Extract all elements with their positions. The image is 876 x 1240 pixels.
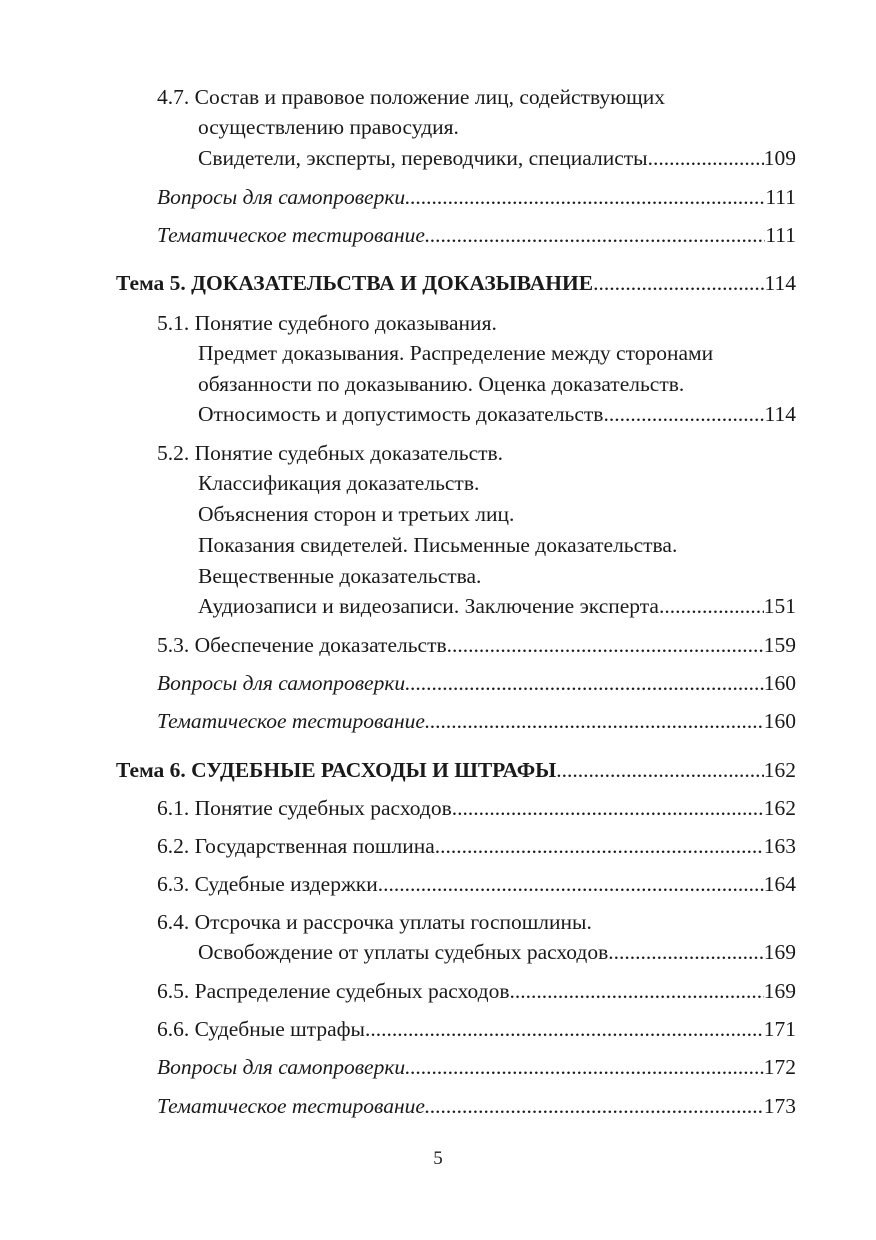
toc-entry-4-7-line2: осуществлению правосудия. xyxy=(198,115,459,139)
toc-entry-6-2[interactable] xyxy=(157,831,796,861)
toc-entry-4-7-line3[interactable] xyxy=(198,143,796,173)
toc-entry-questions-6[interactable] xyxy=(157,1052,796,1082)
toc-entry-6-4-line1: 6.4. Отсрочка и рассрочка уплаты госпошлины. xyxy=(157,910,592,934)
toc-entry-text: 6.6. Судебные штрафы xyxy=(157,1017,365,1041)
toc-entry-text: Свидетели, эксперты, переводчики, специалисты xyxy=(198,146,648,170)
toc-entry-5-2-line4: Показания свидетелей. Письменные доказательства. xyxy=(198,533,678,557)
toc-page-ref: 172 xyxy=(764,1052,796,1082)
toc-entry-text: 6.3. Судебные издержки xyxy=(157,872,378,896)
toc-entry-text: Аудиозаписи и видеозаписи. Заключение эксперта xyxy=(198,594,659,618)
toc-entry-6-5[interactable] xyxy=(157,976,796,1006)
toc-topic-title: Тема 6. СУДЕБНЫЕ РАСХОДЫ И ШТРАФЫ xyxy=(116,758,557,782)
toc-entry-6-1[interactable] xyxy=(157,793,796,823)
toc-page-ref: 151 xyxy=(764,591,796,621)
toc-entry-testing-6[interactable] xyxy=(157,1091,796,1121)
toc-topic-5[interactable] xyxy=(116,268,796,298)
toc-topic-title: Тема 5. ДОКАЗАТЕЛЬСТВА И ДОКАЗЫВАНИЕ xyxy=(116,271,594,295)
toc-page-ref: 164 xyxy=(764,869,796,899)
toc-entry-6-4-line2[interactable] xyxy=(198,937,796,967)
toc-entry-questions-5[interactable] xyxy=(157,668,796,698)
toc-entry-6-3[interactable] xyxy=(157,869,796,899)
toc-entry-5-1-line2: Предмет доказывания. Распределение между сторонами xyxy=(198,341,714,365)
toc-entry-text: 5.3. Обеспечение доказательств xyxy=(157,633,447,657)
toc-page-ref: 169 xyxy=(764,976,796,1006)
toc-entry-5-2-line3: Объяснения сторон и третьих лиц. xyxy=(198,502,515,526)
toc-entry-text: Освобождение от уплаты судебных расходов xyxy=(198,940,609,964)
toc-entry-5-2-line5: Вещественные доказательства. xyxy=(198,564,482,588)
toc-entry-5-3[interactable] xyxy=(157,630,796,660)
toc-entry-5-2-line1: 5.2. Понятие судебных доказательств. xyxy=(157,441,504,465)
toc-entry-text: Относимость и допустимость доказательств xyxy=(198,402,604,426)
toc-page-ref: 160 xyxy=(764,706,796,736)
toc-page-ref: 171 xyxy=(764,1014,796,1044)
toc-page-ref: 160 xyxy=(764,668,796,698)
toc-entry-text: Тематическое тестирование xyxy=(157,1094,425,1118)
toc-entry-text: Вопросы для самопроверки xyxy=(157,185,406,209)
toc-page-ref: 173 xyxy=(764,1091,796,1121)
page-number: 5 xyxy=(433,1148,443,1169)
toc-entry-5-2-line6[interactable] xyxy=(198,591,796,621)
toc-entry-testing-4[interactable] xyxy=(157,220,796,250)
toc-entry-5-1-line3: обязанности по доказыванию. Оценка доказательств. xyxy=(198,372,685,396)
toc-entry-text: Вопросы для самопроверки xyxy=(157,1055,406,1079)
toc-entry-text: Тематическое тестирование xyxy=(157,223,425,247)
toc-entry-5-1-line1: 5.1. Понятие судебного доказывания. xyxy=(157,311,497,335)
toc-page-ref: 109 xyxy=(764,143,796,173)
toc-entry-4-7-line1: 4.7. Состав и правовое положение лиц, содействующих xyxy=(157,85,665,109)
toc-entry-testing-5[interactable] xyxy=(157,706,796,736)
toc-page-ref: 163 xyxy=(764,831,796,861)
toc-entry-text: Тематическое тестирование xyxy=(157,709,425,733)
toc-entry-5-2-line2: Классификация доказательств. xyxy=(198,471,480,495)
toc-entry-questions-4[interactable] xyxy=(157,182,796,212)
toc-entry-text: 6.1. Понятие судебных расходов xyxy=(157,796,452,820)
toc-page-ref: 169 xyxy=(764,937,796,967)
toc-page-ref: 114 xyxy=(765,268,796,298)
toc-page-ref: 159 xyxy=(764,630,796,660)
toc-entry-text: 6.5. Распределение судебных расходов xyxy=(157,979,510,1003)
toc-entry-6-6[interactable] xyxy=(157,1014,796,1044)
toc-entry-text: Вопросы для самопроверки xyxy=(157,671,406,695)
toc-entry-text: 6.2. Государственная пошлина xyxy=(157,834,435,858)
toc-page-ref: 114 xyxy=(765,399,796,429)
toc-page-ref: 111 xyxy=(765,220,796,250)
toc-page-ref: 111 xyxy=(765,182,796,212)
toc-page-ref: 162 xyxy=(764,793,796,823)
toc-entry-5-1-line4[interactable] xyxy=(198,399,796,429)
toc-topic-6[interactable] xyxy=(116,755,796,785)
toc-page-ref: 162 xyxy=(764,755,796,785)
